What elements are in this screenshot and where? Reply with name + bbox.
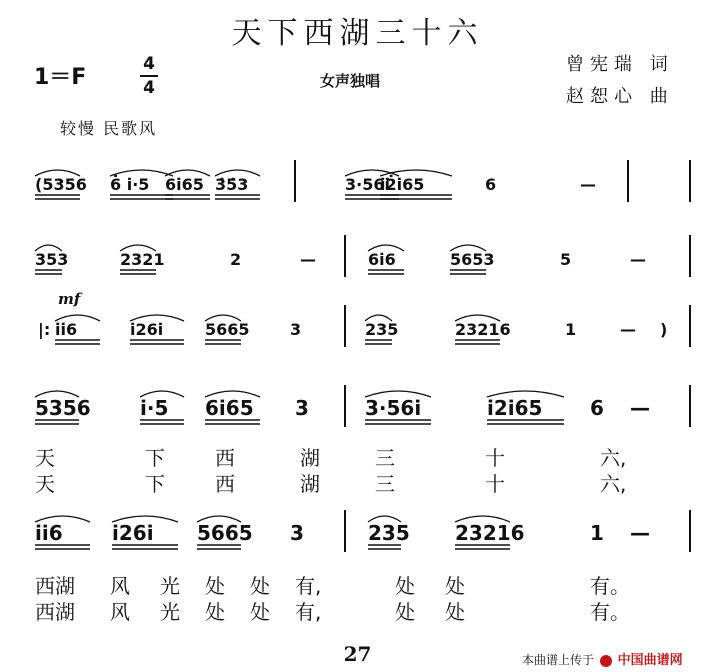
time-signature-top: 4 [143,54,155,74]
notation-system [35,385,690,427]
key-signature: 1＝F [34,65,87,90]
lyric-syllable: 处 [395,574,415,598]
note-group: 6 [485,175,497,194]
note-group: i̇i̇6 [55,320,78,339]
note-group: 5665 [197,521,253,545]
site-logo-icon [600,655,612,667]
notation-system [38,305,690,347]
note-group: 5356 [35,396,91,420]
note-group: 3̇5̇3 [215,175,249,194]
lyric-syllable: 天 [35,472,55,496]
dynamic-marking: mf [58,290,81,308]
note-group: — [580,175,596,194]
performance-note: 女声独唱 [320,72,381,90]
lyric-syllable: 光 [160,574,180,598]
lyric-syllable: 六, [600,472,627,496]
note-group: 6i̇65 [205,396,254,420]
note-group: 5653 [450,250,495,269]
lyric-syllable: 风 [110,574,130,598]
lyric-syllable: 下 [145,472,165,496]
lyric-syllable: 西湖 [35,574,75,598]
note-group: |: [38,320,51,339]
lyric-syllable: 有, [295,600,322,624]
note-group: 353 [35,250,69,269]
notation-system [35,160,690,202]
note-group: 23216 [455,320,511,339]
tempo-style: 较慢 民歌风 [60,119,158,138]
note-group: i̇i̇6 [35,521,63,545]
lyric-syllable: 处 [445,574,465,598]
note-group: 235 [365,320,399,339]
note-group: 3 [290,521,304,545]
lyric-syllable: 有, [295,574,322,598]
note-group: 23216 [455,521,525,545]
page-number: 27 [343,642,372,666]
note-group: 6i̇65 [165,175,204,194]
note-group: i̇·5 [140,396,169,420]
lyricist-credit: 曾宪瑞 词 [566,54,674,75]
note-group: i̇2̇i̇65 [380,175,425,194]
lyric-syllable: 三 [375,472,395,496]
lyric-syllable: 下 [145,446,165,470]
note-group: — [630,250,646,269]
note-group: — [630,396,650,420]
time-signature-bottom: 4 [143,78,155,98]
note-group: 2 [230,250,242,269]
notation-system [35,235,690,277]
note-group: 235 [368,521,410,545]
lyric-syllable: 十 [485,472,505,496]
lyric-syllable: 六, [600,446,627,470]
note-group: 3·56i̇ [365,396,422,420]
lyric-syllable: 西湖 [35,600,75,624]
note-group: 3·56i̇ [345,175,390,194]
note-group: 6̇ i̇·5 [110,175,150,194]
note-group: 5 [560,250,572,269]
lyric-syllable: 有。 [590,574,630,598]
note-group: 5665 [205,320,250,339]
note-group: — [620,320,636,339]
lyric-syllable: 处 [395,600,415,624]
note-group: 3 [295,396,309,420]
lyric-syllable: 光 [160,600,180,624]
note-group: 3 [290,320,302,339]
lyric-syllable: 处 [250,574,270,598]
lyric-syllable: 处 [205,600,225,624]
lyric-syllable: 三 [375,446,395,470]
lyric-syllable: 处 [445,600,465,624]
lyric-syllable: 西 [215,472,235,496]
lyric-syllable: 西 [215,446,235,470]
lyric-syllable: 湖 [300,446,320,470]
lyric-syllable: 处 [250,600,270,624]
lyric-syllable: 天 [35,446,55,470]
lyric-syllable: 有。 [590,600,630,624]
lyric-syllable: 风 [110,600,130,624]
note-group: 2321 [120,250,165,269]
composer-credit: 赵恕心 曲 [566,86,674,107]
note-group: — [300,250,316,269]
lyric-syllable: 处 [205,574,225,598]
note-group: 6 [590,396,604,420]
footer-site: 中国曲谱网 [617,653,683,668]
note-group: i̇2i̇65 [487,396,543,420]
note-group: (5356 [35,175,87,194]
note-group: 6i̇6 [368,250,396,269]
score-title: 天下西湖三十六 [231,16,484,51]
footer-text: 本曲谱上传于 [522,653,595,667]
notation-system [35,510,690,552]
note-group: 1 [590,521,604,545]
note-group: i̇26i̇ [112,521,154,545]
lyric-syllable: 十 [485,446,505,470]
note-group: — [630,521,650,545]
note-group: i̇26i̇ [130,320,164,339]
lyric-syllable: 湖 [300,472,320,496]
footer-attribution [522,649,683,668]
note-group: ) [660,320,668,339]
note-group: 1 [565,320,577,339]
